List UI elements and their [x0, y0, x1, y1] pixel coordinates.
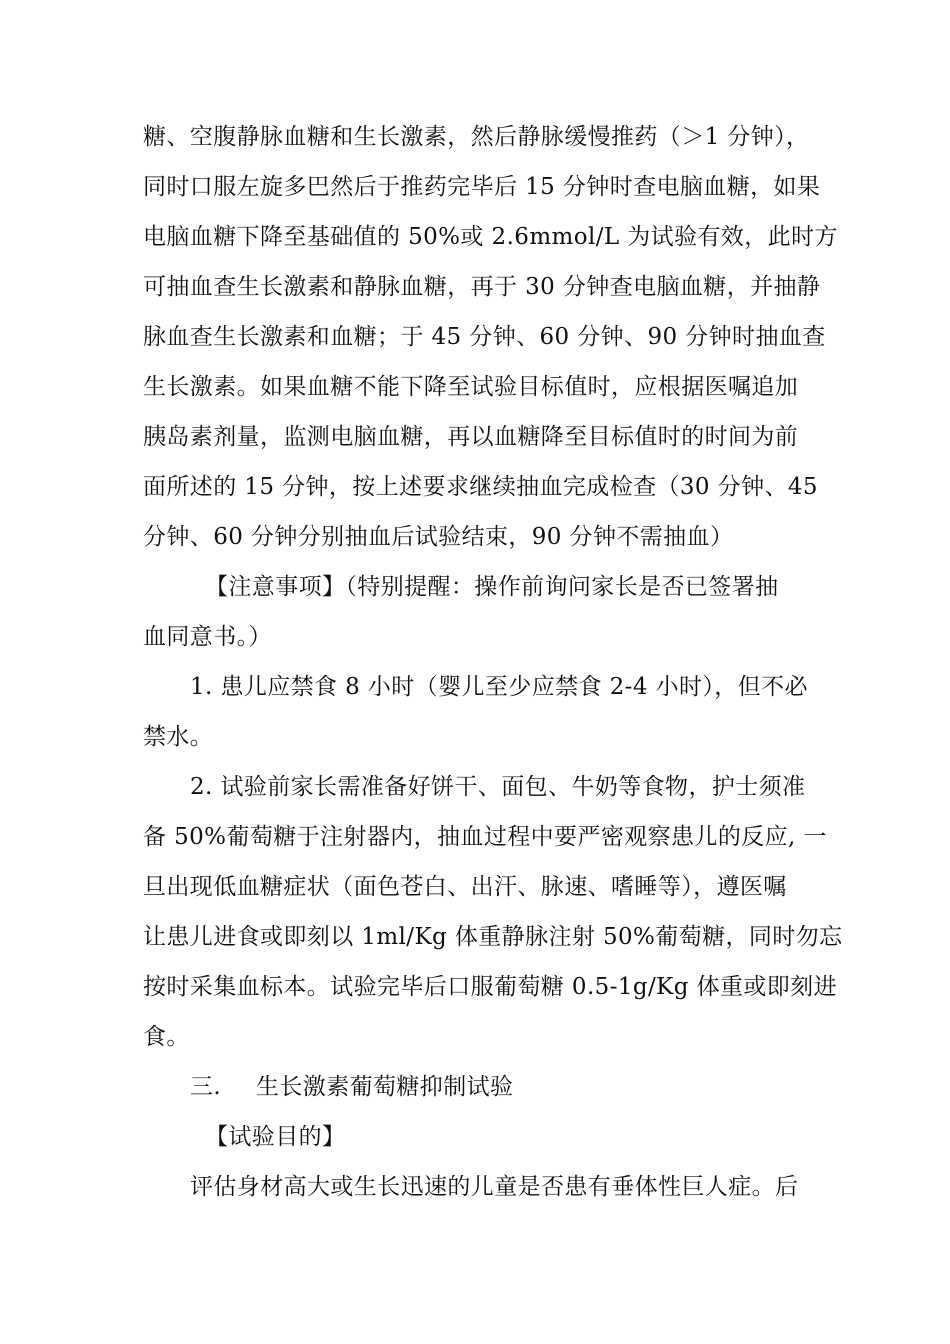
paragraph-line: 生长激素。如果血糖不能下降至试验目标值时，应根据医嘱追加: [143, 374, 799, 400]
paragraph-line: 面所述的 15 分钟，按上述要求继续抽血完成检查（30 分钟、45: [143, 474, 818, 500]
note-item-2-line: 食。: [143, 1024, 190, 1050]
paragraph-line: 糖、空腹静脉血糖和生长激素，然后静脉缓慢推药（＞1 分钟），: [143, 124, 810, 150]
note-item-2-line: 备 50%葡萄糖于注射器内，抽血过程中要严密观察患儿的反应, 一: [143, 824, 827, 850]
paragraph-line: 分钟、60 分钟分别抽血后试验结束，90 分钟不需抽血）: [143, 524, 734, 550]
section-number: 三.: [190, 1074, 222, 1100]
section-title: 生长激素葡萄糖抑制试验: [256, 1074, 514, 1100]
paragraph-line: 同时口服左旋多巴然后于推药完毕后 15 分钟时查电脑血糖，如果: [143, 174, 821, 200]
note-item-2-line: 旦出现低血糖症状（面色苍白、出汗、脉速、嗜睡等），遵医嘱: [143, 874, 787, 900]
note-item-2: 2. 试验前家长需准备好饼干、面包、牛奶等食物，护士须准: [190, 774, 806, 800]
notes-heading-continuation: 血同意书。）: [143, 624, 272, 650]
paragraph-line: 电脑血糖下降至基础值的 50%或 2.6mmol/L 为试验有效，此时方: [143, 224, 838, 250]
section-heading: [190, 1072, 513, 1102]
notes-heading: 【注意事项】（特别提醒：操作前询问家长是否已签署抽: [205, 574, 779, 600]
note-item-1-continuation: 禁水。: [143, 724, 214, 750]
purpose-text: 评估身材高大或生长迅速的儿童是否患有垂体性巨人症。后: [190, 1174, 799, 1200]
note-item-2-line: 按时采集血标本。试验完毕后口服葡萄糖 0.5-1g/Kg 体重或即刻进: [143, 974, 837, 1000]
paragraph-line: 胰岛素剂量，监测电脑血糖，再以血糖降至目标值时的时间为前: [143, 424, 799, 450]
note-item-2-line: 让患儿进食或即刻以 1ml/Kg 体重静脉注射 50%葡萄糖，同时勿忘: [143, 924, 843, 950]
paragraph-line: 可抽血查生长激素和静脉血糖，再于 30 分钟查电脑血糖，并抽静: [143, 274, 821, 300]
paragraph-line: 脉血查生长激素和血糖；于 45 分钟、60 分钟、90 分钟时抽血查: [143, 324, 826, 350]
note-item-1: 1. 患儿应禁食 8 小时（婴儿至少应禁食 2-4 小时），但不必: [190, 674, 808, 700]
purpose-heading: 【试验目的】: [205, 1124, 346, 1150]
